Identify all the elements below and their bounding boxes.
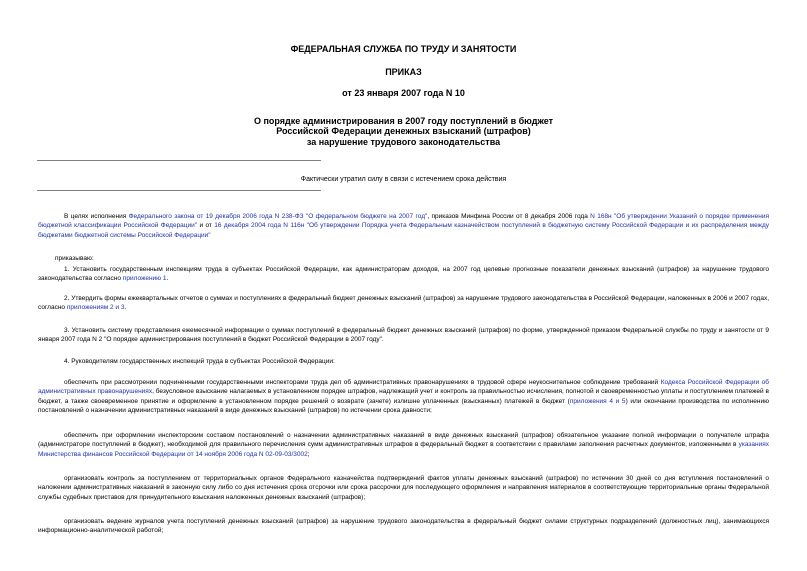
item-2-text: 2. Утвердить формы ежеквартальных отчетов о суммах и поступлениях в федеральный бюджет денежных взысканий (штрафов) за нарушение трудового законодательства в Российской Федерации, наложенных в 2006 и 2007 годах, согласно — [38, 295, 770, 312]
preamble-text: В целях исполнения — [64, 213, 129, 220]
appendix-4-5-link[interactable]: приложения 4 и 5 — [569, 397, 626, 405]
minfin-order-168n-link[interactable]: N 168н "Об утверждении Указаний о порядке применения бюджетной классификации Российской Федерации" — [38, 213, 769, 230]
appendix-1-link[interactable]: приложению 1 — [122, 275, 167, 283]
koap-link[interactable]: Кодекса Российской Федерации об административных правонарушениях — [38, 379, 769, 396]
subitem-1-text: обеспечить при рассмотрении подчиненными государственными инспекторами труда дел об административных правонарушениях в трудовой сфере неукоснительное соблюдение требований — [64, 379, 661, 386]
subitem-1 — [38, 378, 769, 416]
item-2-end: . — [124, 304, 127, 312]
item-1-end: . — [166, 275, 169, 283]
appendix-2-3-link[interactable]: приложениям 2 и 3 — [66, 304, 125, 312]
divider-bottom — [37, 190, 321, 191]
minfin-instructions-link[interactable]: указаниях Министерства финансов Российской Федерации от 14 ноября 2006 года N 02-09-03/3002 — [38, 441, 769, 458]
document-type: ПРИКАЗ — [385, 67, 422, 77]
document-title-line-3: за нарушение трудового законодательства — [306, 137, 501, 147]
minfin-order-116n-link[interactable]: 16 декабря 2004 года N 116н "Об утверждении Порядка учета Федеральным казначейством поступлений в бюджетную систему Российской Федерации и их распределения между бюджетами бюджетной системы Российской Федерации" — [38, 222, 770, 239]
subitem-2 — [38, 431, 769, 459]
subitem-2-text: обеспечить при оформлении инспекторским составом постановлений о назначении административных наказаний в виде денежных взысканий (штрафов) обязательное указание полной информации о получателе штрафа (администраторе поступлений в бюджет), необходимой для правильного перечисления сумм административных штрафов в федеральный бюджет в соответствии с правилами заполнения расчетных документов, изложенными в — [38, 432, 769, 449]
document-title-line-1: О порядке администрирования в 2007 году поступлений в бюджет — [253, 116, 554, 126]
subitem-2-end: ; — [307, 450, 310, 458]
order-word: приказываю: — [55, 255, 94, 262]
item-1-text: 1. Установить государственным инспекциям труда в субъектах Российской Федерации, как администраторам доходов, на 2007 год целевые прогнозные показатели денежных взысканий (штрафов) за нарушение трудового законодательства согласно — [38, 266, 769, 283]
agency-name: ФЕДЕРАЛЬНАЯ СЛУЖБА ПО ТРУДУ И ЗАНЯТОСТИ — [290, 44, 517, 54]
subitem-4: организовать ведение журналов учета поступлений денежных взысканий (штрафов) за нарушение трудового законодательства в федеральный бюджет силами структурных подразделений (должностных лиц), занимающихся информационно-аналитической работой; — [38, 518, 769, 535]
subitem-3: организовать контроль за поступлением от территориальных органов Федерального казначейства подтверждений фактов уплаты денежных взысканий (штрафов) по истечении 30 дней со дня вступления постановлений о наложении административных наказаний в законную силу либо со дня истечения срока отсрочки или срока рассрочки для последующего оформления и направления материалов в соответствующие территориальные органы Федеральной службы судебных приставов для принудительного взыскания наложенных денежных взысканий (штрафов); — [38, 475, 769, 501]
item-2 — [38, 294, 769, 313]
document-date-number: от 23 января 2007 года N 10 — [342, 88, 465, 98]
document-title-line-2: Российской Федерации денежных взысканий (штрафов) — [276, 126, 531, 136]
status-note: Фактически утратил силу в связи с истечением срока действия — [300, 176, 507, 183]
subitem-1-end: ) или окончании производства по исполнению постановлений о назначении административных наказаний в виде денежных взысканий (штрафов) по истечении срока давности; — [38, 397, 770, 415]
item-1 — [38, 265, 769, 284]
federal-law-link[interactable]: Федерального закона от 19 декабря 2006 года N 238-ФЗ "О федеральном бюджете на 2007 год" — [128, 213, 428, 220]
preamble-paragraph — [38, 212, 769, 240]
preamble-text: , приказов Минфина России от 8 декабря 2006 года — [427, 213, 591, 220]
item-3: 3. Установить систему представления ежемесячной информации о суммах поступлений в федеральный бюджет денежных взысканий (штрафов) по форме, утвержденной приказом Федеральной службы по труду и занятости от 9 января 2007 года N 2 "О порядке администрирования поступлений в бюджет Российской Федерации в 2007 году". — [38, 327, 769, 344]
preamble-text: и от — [197, 222, 215, 230]
divider-top — [37, 160, 321, 161]
subitem-1-text: , безусловное взыскание налагаемых в установленном порядке штрафов, надлежащий учет и контроль за правильностью исчисления, полнотой и своевременностью уплаты и поступлением платежей в бюджет, а также своевременное принятие и оформление в установленном порядке решений о возврате (зачете) излишне уплаченных (взысканных) платежей в бюджет ( — [38, 388, 769, 405]
item-4: 4. Руководителям государственных инспекций труда в субъектах Российской Федерации: — [64, 358, 335, 365]
